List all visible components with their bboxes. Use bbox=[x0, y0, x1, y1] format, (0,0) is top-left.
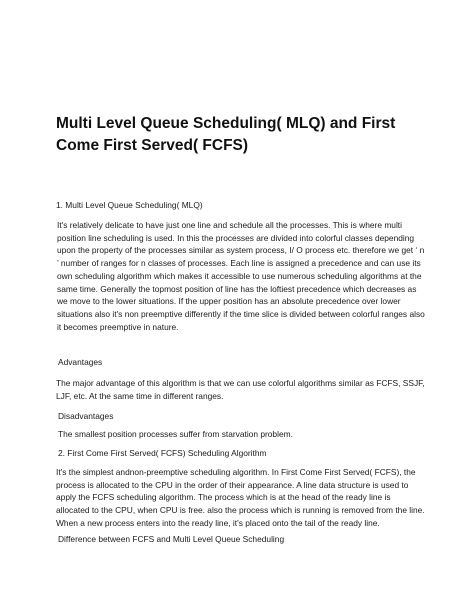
section1-heading: 1. Multi Level Queue Scheduling( MLQ) bbox=[56, 200, 203, 210]
advantages-heading: Advantages bbox=[58, 357, 103, 367]
disadvantages-heading: Disadvantages bbox=[58, 411, 114, 421]
section2-body: It's the simplest andnon-preemptive scheduling algorithm. In First Come First Served( FCFS), the process is allocated to the CPU in the order of their appearance. A line data structure is used to apply the FCFS scheduling algorithm. The process which is at the head of the ready line is allocated to the CPU, when CPU is free. also the process which is running is removed from the line. When a new process enters into the ready line, it's placed onto the tail of the ready line. bbox=[56, 467, 425, 528]
section1-body: It's relatively delicate to have just one line and schedule all the processes. This is where multi position line scheduling is used. In this the processes are divided into colorful classes depending upon the property of the processes similar as system process, I/ O process etc. therefore we get ‘ n ’ number of ranges for n classes of processes. Each line is assigned a precedence and can use its own scheduling algorithm which makes it accessible to use numerous scheduling algorithms at the same time. Generally the topmost position of line has the loftiest precedence which decreases as we move to the lower situations. If the upper position has an absolute precedence over lower situations also it's non preemptive differently if the time slice is divided between colorful ranges also it becomes preemptive in nature. bbox=[57, 220, 425, 332]
disadvantages-body: The smallest position processes suffer from starvation problem. bbox=[58, 429, 293, 439]
section2-heading: 2. First Come First Served( FCFS) Scheduling Algorithm bbox=[58, 448, 267, 458]
advantages-body: The major advantage of this algorithm is that we can use colorful algorithms similar as FCFS, SSJF, LJF, etc. At the same time in different ranges. bbox=[56, 378, 425, 401]
difference-heading: Difference between FCFS and Multi Level Queue Scheduling bbox=[58, 534, 285, 544]
document-title: Multi Level Queue Scheduling( MLQ) and First Come First Served( FCFS) bbox=[56, 115, 396, 154]
